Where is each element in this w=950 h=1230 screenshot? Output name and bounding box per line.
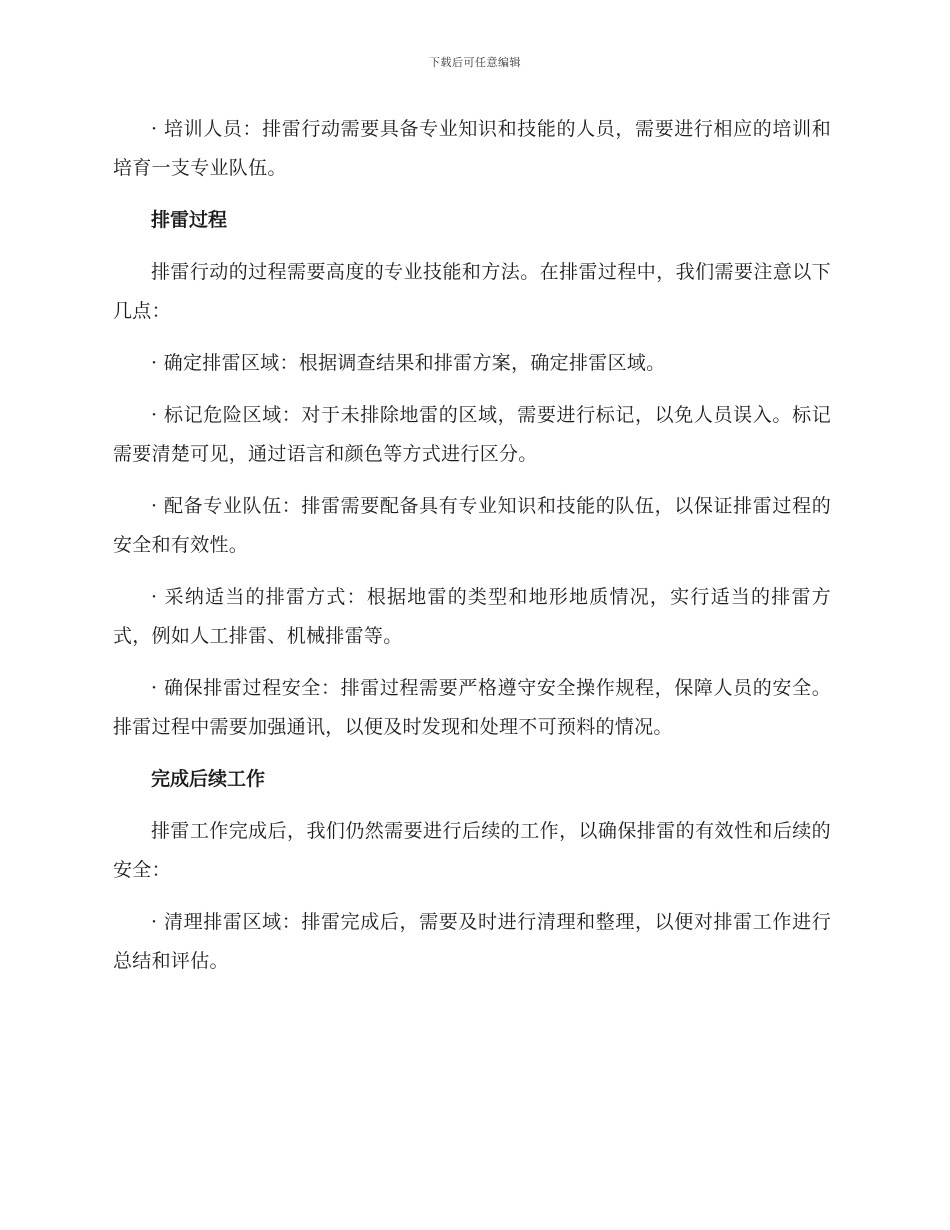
bullet-paragraph-define-area: · 确定排雷区域：根据调查结果和排雷方案，确定排雷区域。 <box>151 352 666 374</box>
document-body <box>113 110 831 994</box>
intro-paragraph-followup: 排雷工作完成后，我们仍然需要进行后续的工作，以确保排雷的有效性和后续的安全： <box>113 820 831 881</box>
header-note: 下载后可任意编辑 <box>429 56 521 69</box>
bullet-paragraph-team: · 配备专业队伍：排雷需要配备具有专业知识和技能的队伍，以保证排雷过程的安全和有效性。 <box>113 495 831 556</box>
bullet-paragraph-training: · 培训人员：排雷行动需要具备专业知识和技能的人员，需要进行相应的培训和培育一支专业队伍。 <box>113 118 831 179</box>
intro-paragraph-process: 排雷行动的过程需要高度的专业技能和方法。在排雷过程中，我们需要注意以下几点： <box>113 261 831 322</box>
section-heading-process: 排雷过程 <box>151 209 228 231</box>
bullet-paragraph-mark-danger: · 标记危险区域：对于未排除地雷的区域，需要进行标记，以免人员误入。标记需要清楚可见，通过语言和颜色等方式进行区分。 <box>113 404 831 465</box>
bullet-paragraph-cleanup: · 清理排雷区域：排雷完成后，需要及时进行清理和整理，以便对排雷工作进行总结和评估。 <box>113 911 831 972</box>
section-heading-followup: 完成后续工作 <box>151 768 266 790</box>
bullet-paragraph-safety: · 确保排雷过程安全：排雷过程需要严格遵守安全操作规程，保障人员的安全。排雷过程中需要加强通讯，以便及时发现和处理不可预料的情况。 <box>113 677 831 738</box>
bullet-paragraph-method: · 采纳适当的排雷方式：根据地雷的类型和地形地质情况，实行适当的排雷方式，例如人工排雷、机械排雷等。 <box>113 586 831 647</box>
